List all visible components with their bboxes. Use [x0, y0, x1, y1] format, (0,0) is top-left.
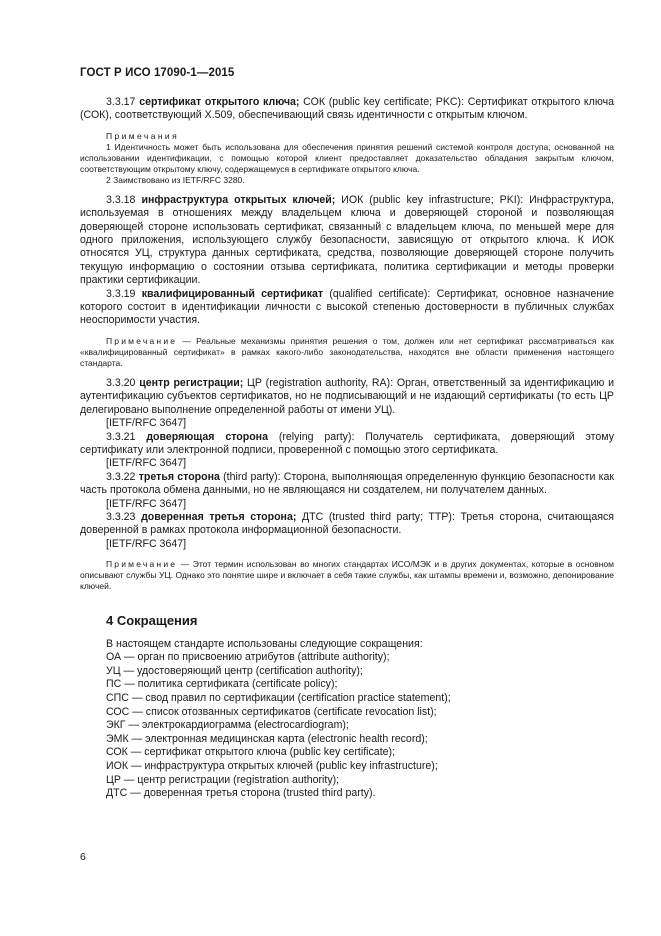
entry-source-ref: [IETF/RFC 3647]: [106, 497, 187, 510]
abbreviation-item: ОА — орган по присвоению атрибутов (attribute authority);: [106, 651, 390, 664]
entry-source-ref: [IETF/RFC 3647]: [106, 537, 187, 550]
entry-term: сертификат открытого ключа;: [139, 96, 300, 108]
term-entry-3-3-19: [80, 288, 614, 328]
abbreviation-item: СПС — свод правил по сертификации (certification practice statement);: [106, 691, 451, 704]
section-4-title: 4 Сокращения: [106, 613, 198, 629]
entry-source-ref: [IETF/RFC 3647]: [106, 417, 187, 430]
note-block-2: [80, 336, 614, 369]
page-number: 6: [80, 851, 86, 863]
term-entry-3-3-18: [80, 194, 614, 288]
abbreviation-item: ПС — политика сертификата (certificate policy);: [106, 678, 338, 691]
note-body: — Реальные механизмы принятия решения о том, должен или нет сертификат рассматриваться как «квалифицированный сертификат» в рамках какого-либо законодательства, находятся вне области применения настоящего стандарта.: [80, 335, 614, 368]
note-heading: Примечания: [106, 130, 180, 141]
entry-term: доверенная третья сторона;: [141, 510, 297, 523]
entry-term: доверяющая сторона: [146, 430, 268, 443]
entry-number: 3.3.23: [106, 510, 136, 523]
entry-definition: ИОК (public key infrastructure; PKI): Инфраструктура, используемая в отношениях между владельцем ключа и доверяющей стороной и позволяющая доверяющей стороне использовать сертификат, связанный с владельцем ключа, по меньшей мере для одного приложения, использующего службу безопасности, зависящую от открытого ключа. К ИОК относятся УЦ, структура данных сертификата, средства, позволяющие доверяющей стороне получить текущую информацию о состоянии отзыва сертификата, политика сертификации и методы проверки практики сертификации.: [80, 193, 614, 287]
note-block-3: [80, 559, 614, 592]
document-header: ГОСТ Р ИСО 17090-1—2015: [80, 67, 235, 79]
note-item-1: 1 Идентичность может быть использована для обеспечения принятия решений системой контроля доступа, основанной на использовании идентификации, с помощью которой клиент предоставляет доказательство обладания закрытым ключом, соответствующим открытому ключу, содержащемуся в сертификате открытого ключа.: [80, 141, 614, 174]
note-text: [80, 336, 614, 369]
abbreviation-item: ЦР — центр регистрации (registration authority);: [106, 773, 340, 786]
section-4-intro: В настоящем стандарте использованы следующие сокращения:: [106, 637, 423, 650]
entry-number: 3.3.18: [106, 193, 136, 206]
entry-definition: ДТС (trusted third party; TTP): Третья сторона, считающаяся доверенной в рамках протокола информационной безопасности.: [80, 510, 615, 537]
term-entry-3-3-23: [80, 511, 614, 538]
abbreviation-item: СОК — сертификат открытого ключа (public key certificate);: [106, 746, 396, 759]
entry-definition: СОК (public key certificate; PKC): Сертификат открытого ключа (СОК), соответствующий X.509, обеспечивающий связь идентичности с открытым ключом.: [80, 96, 614, 122]
note-block-1: [80, 131, 614, 186]
entry-definition: (relying party): Получатель сертификата, доверяющий этому сертификату или электронной подписи, проверенной с помощью этого сертификата.: [80, 430, 614, 456]
entry-number: 3.3.22: [106, 470, 136, 483]
entry-definition: (qualified certificate): Сертификат, основное назначение которого состоит в идентификации личности с высокой степенью достоверности в публичных службах неоспоримости участия.: [80, 287, 615, 327]
page-content: [80, 96, 614, 801]
entry-number: 3.3.21: [106, 430, 136, 443]
note-text: [80, 559, 614, 592]
term-entry-3-3-20: [80, 377, 614, 417]
entry-definition: (third party): Сторона, выполняющая определенную функцию безопасности как часть протокола обмена данными, но не являющаяся ни создателем, ни получателем данных.: [80, 470, 615, 497]
term-entry-3-3-22: [80, 471, 614, 498]
entry-term: центр регистрации;: [139, 376, 244, 389]
entry-number: 3.3.19: [106, 287, 136, 300]
entry-number: 3.3.20: [106, 376, 136, 389]
note-heading: Примечание: [106, 559, 178, 570]
note-item-2: 2 Заимствовано из IETF/RFC 3280.: [106, 174, 245, 185]
term-entry-3-3-21: [80, 431, 614, 458]
abbreviation-item: ЭКГ — электрокардиограмма (electrocardiogram);: [106, 719, 349, 732]
entry-term: третья сторона: [138, 470, 220, 483]
entry-term: инфраструктура открытых ключей;: [141, 193, 336, 206]
entry-number: 3.3.17: [106, 96, 136, 108]
note-body: — Этот термин использован во многих стандартах ИСО/МЭК и в других документах, которые в основном описывают службы УЦ. Однако это понятие шире и включает в себя такие службы, как штампы времени и, возможно, депонирование ключей.: [80, 559, 614, 592]
term-entry-3-3-17: [80, 96, 614, 123]
entry-source-ref: [IETF/RFC 3647]: [106, 457, 187, 470]
abbreviation-item: СОС — список отозванных сертификатов (certificate revocation list);: [106, 705, 437, 718]
note-heading: Примечание: [106, 335, 178, 346]
abbreviation-item: УЦ — удостоверяющий центр (certification authority);: [106, 664, 363, 677]
abbreviation-item: ЭМК — электронная медицинская карта (electronic health record);: [106, 732, 428, 745]
abbreviation-item: ДТС — доверенная третья сторона (trusted third party).: [106, 787, 376, 800]
entry-definition: ЦР (registration authority, RA): Орган, ответственный за идентификацию и аутентификацию субъектов сертификатов, но не подписывающий и не издающий сертификаты (то есть ЦР делегировано выполнение определенной работы от имени УЦ).: [80, 376, 614, 416]
abbreviation-item: ИОК — инфраструктура открытых ключей (public key infrastructure);: [106, 759, 438, 772]
entry-term: квалифицированный сертификат: [141, 287, 324, 300]
